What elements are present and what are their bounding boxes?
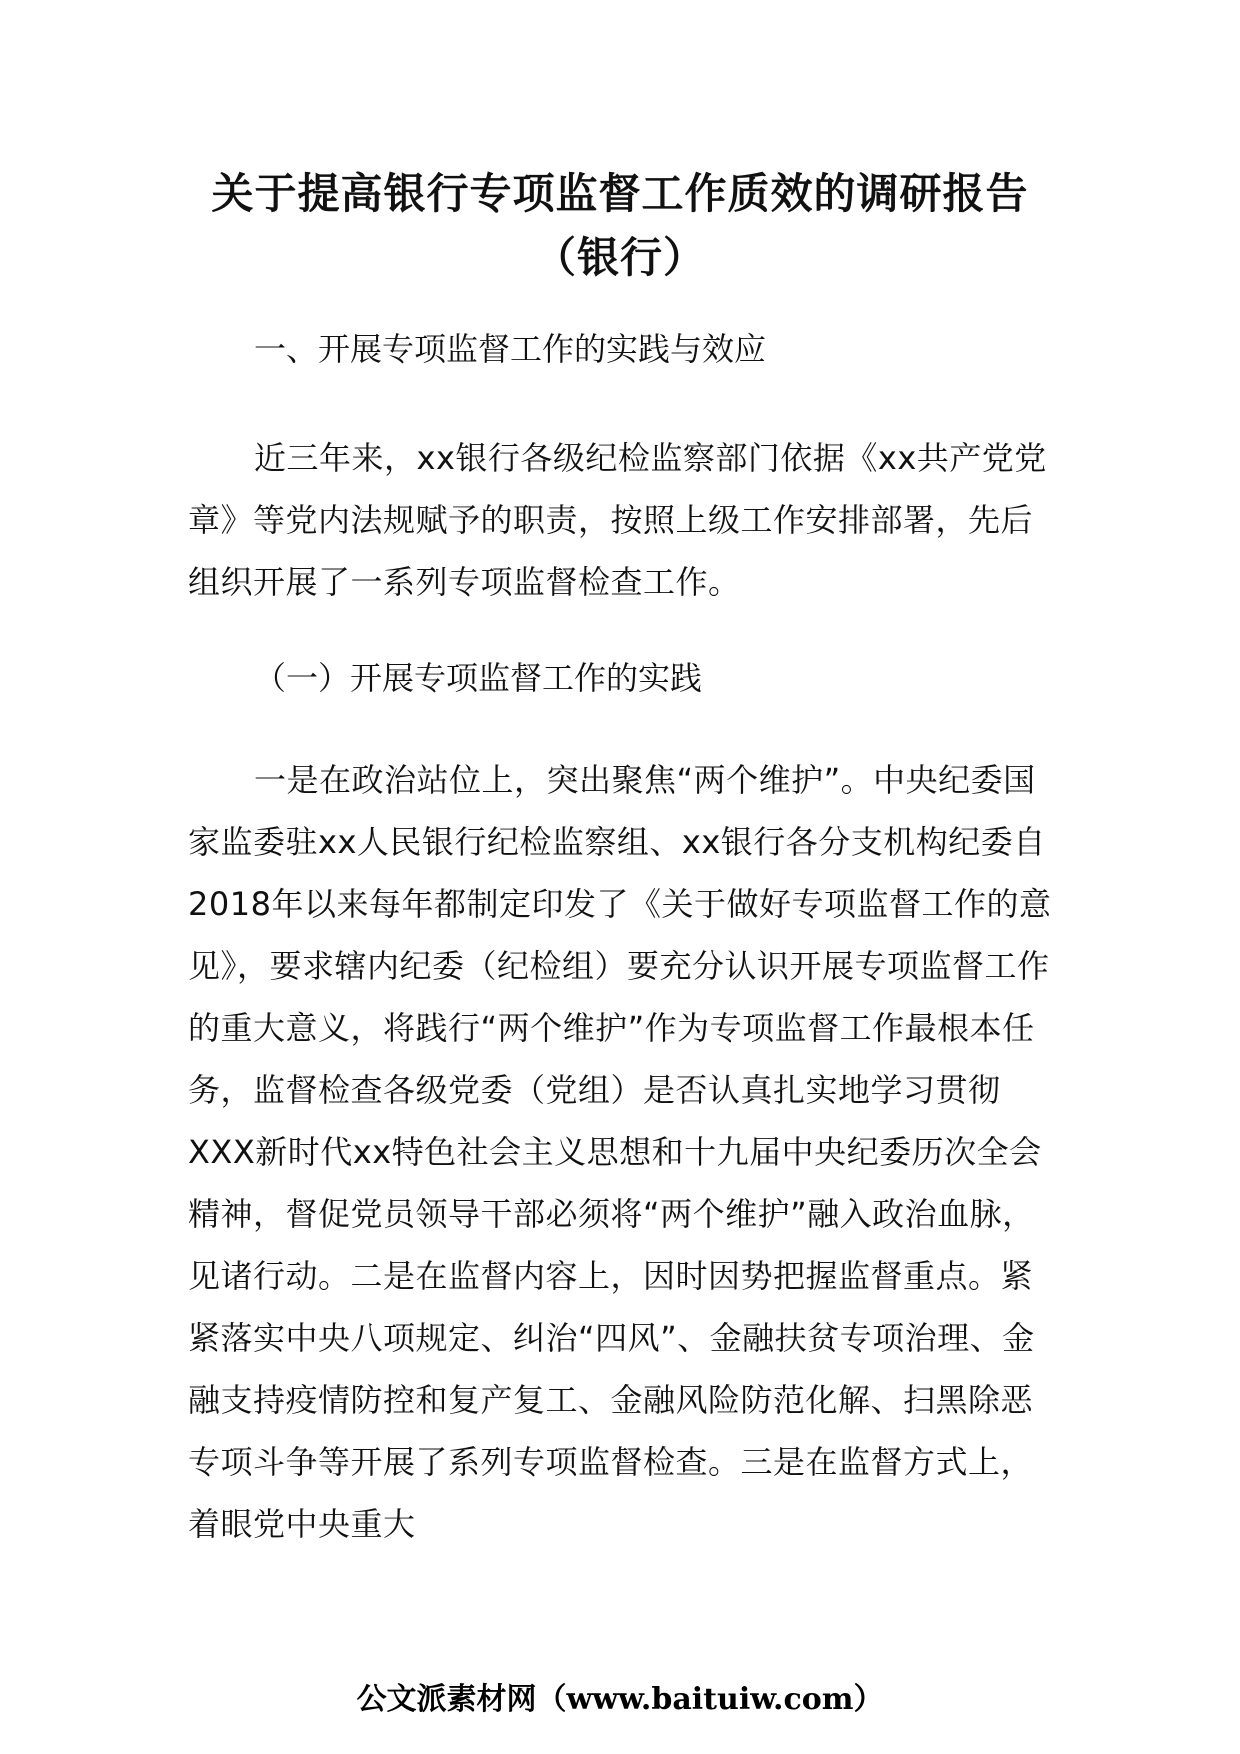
footer-watermark: 公文派素材网（www.baituiw.com）	[356, 1682, 884, 1717]
intro-paragraph: 近三年来，xx银行各级纪检监察部门依据《xx共产党党章》等党内法规赋予的职责，按照上级工作安排部署，先后组织开展了一系列专项监督检查工作。	[188, 439, 1047, 601]
section-heading: 一、开展专项监督工作的实践与效应	[254, 330, 767, 368]
body-paragraph: 一是在政治站位上，突出聚焦“两个维护”。中央纪委国家监委驻xx人民银行纪检监察组、xx银行各分支机构纪委自2018年以来每年都制定印发了《关于做好专项监督工作的意见》，要求辖内纪委（纪检组）要充分认识开展专项监督工作的重大意义，将践行“两个维护”作为专项监督工作最根本任务，监督检查各级党委（党组）是否认真扎实地学习贯彻XXX新时代xx特色社会主义思想和十九届中央纪委历次全会精神，督促党员领导干部必须将“两个维护”融入政治血脉，见诸行动。二是在监督内容上，因时因势把握监督重点。紧紧落实中央八项规定、纠治“四风”、金融扶贫专项治理、金融支持疫情防控和复产复工、金融风险防范化解、扫黑除恶专项斗争等开展了系列专项监督检查。三是在监督方式上，着眼党中央重大	[188, 761, 1052, 1543]
document-title: 关于提高银行专项监督工作质效的调研报告（银行）	[211, 169, 1029, 282]
sub-heading: （一）开展专项监督工作的实践	[254, 659, 703, 697]
